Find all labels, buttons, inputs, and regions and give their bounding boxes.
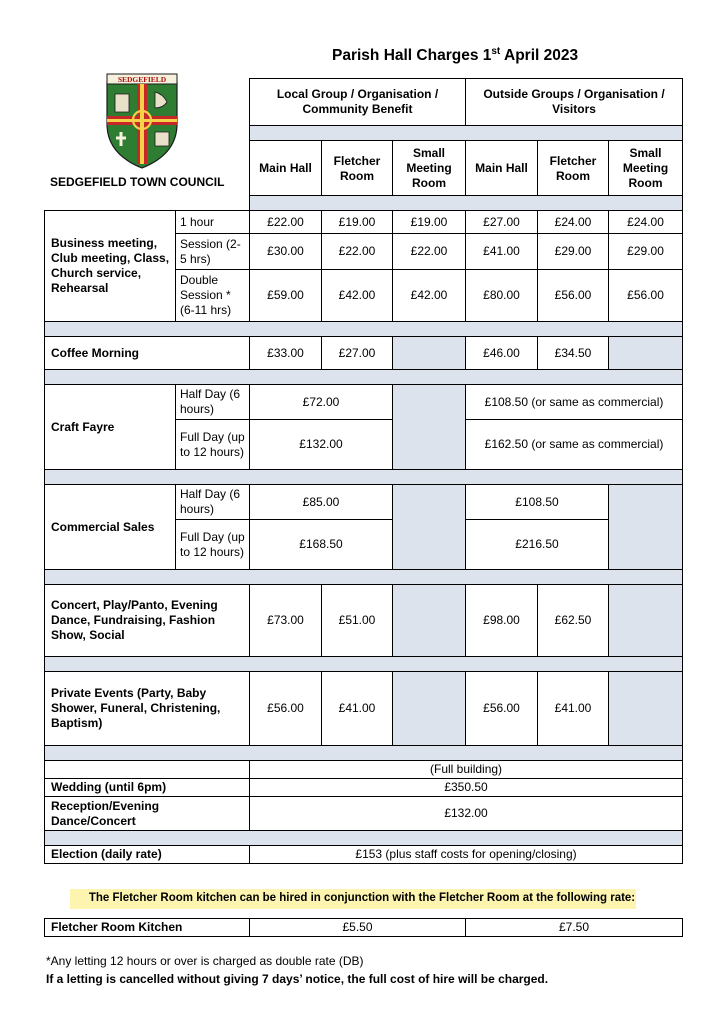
business-meeting-label: Business meeting, Club meeting, Class, Church service, Rehearsal [45,211,176,322]
price-cell: £98.00 [466,585,538,657]
price-cell: £5.50 [250,919,466,937]
price-cell: £22.00 [393,234,466,270]
price-cell: £29.00 [609,234,683,270]
private-events-label: Private Events (Party, Baby Shower, Funeral, Christening, Baptism) [45,672,250,746]
price-cell: £59.00 [250,270,322,322]
price-cell: £108.50 (or same as commercial) [466,385,683,420]
price-cell: £27.00 [322,337,393,370]
duration-label: Full Day (up to 12 hours) [176,420,250,470]
separator [45,322,683,337]
col-fletcher-room: Fletcher Room [538,141,609,197]
price-cell: £41.00 [466,234,538,270]
price-cell: £153 (plus staff costs for opening/closing) [250,846,683,864]
pricing-table [44,195,683,864]
price-cell: £56.00 [250,672,322,746]
price-cell: £41.00 [322,672,393,746]
concert-label: Concert, Play/Panto, Evening Dance, Fundraising, Fashion Show, Social [45,585,250,657]
duration-label: 1 hour [176,211,250,234]
price-cell: £56.00 [609,270,683,322]
double-rate-footnote: *Any letting 12 hours or over is charged as double rate (DB) [46,954,364,968]
price-cell: £34.50 [538,337,609,370]
price-cell: £22.00 [322,234,393,270]
separator [45,831,683,846]
wedding-label: Wedding (until 6pm) [45,779,250,797]
kitchen-table [44,918,683,937]
full-building-note: (Full building) [250,761,683,779]
price-cell: £56.00 [466,672,538,746]
col-main-hall: Main Hall [250,141,322,197]
outside-group-header: Outside Groups / Organisation / Visitors [466,79,683,126]
price-cell: £19.00 [322,211,393,234]
price-cell: £42.00 [393,270,466,322]
separator [45,570,683,585]
col-fletcher-room: Fletcher Room [322,141,393,197]
separator [45,470,683,485]
duration-label: Half Day (6 hours) [176,485,250,520]
price-cell: £24.00 [609,211,683,234]
price-cell: £41.00 [538,672,609,746]
col-main-hall: Main Hall [466,141,538,197]
price-cell: £51.00 [322,585,393,657]
election-label: Election (daily rate) [45,846,250,864]
not-available-cell [393,585,466,657]
not-available-cell [609,337,683,370]
not-available-cell [393,337,466,370]
col-small-meeting-room: Small Meeting Room [393,141,466,197]
kitchen-note: The Fletcher Room kitchen can be hired in conjunction with the Fletcher Room at the following rate: [88,892,636,904]
price-cell: £42.00 [322,270,393,322]
reception-label: Reception/Evening Dance/Concert [45,797,250,831]
price-cell: £7.50 [466,919,683,937]
council-name: SEDGEFIELD TOWN COUNCIL [50,175,225,189]
craft-fayre-label: Craft Fayre [45,385,176,470]
not-available-cell [393,672,466,746]
coffee-morning-label: Coffee Morning [45,337,250,370]
price-cell: £22.00 [250,211,322,234]
not-available-cell [609,585,683,657]
svg-text:SEDGEFIELD: SEDGEFIELD [117,75,167,84]
price-cell: £80.00 [466,270,538,322]
separator [250,126,683,141]
duration-label: Full Day (up to 12 hours) [176,520,250,570]
separator [250,196,683,211]
price-cell: £33.00 [250,337,322,370]
price-cell: £162.50 (or same as commercial) [466,420,683,470]
price-cell: £29.00 [538,234,609,270]
price-cell: £56.00 [538,270,609,322]
price-cell: £132.00 [250,420,393,470]
not-available-cell [609,485,683,570]
not-available-cell [393,385,466,470]
price-cell: £168.50 [250,520,393,570]
kitchen-label: Fletcher Room Kitchen [45,919,250,937]
price-cell: £85.00 [250,485,393,520]
price-cell: £19.00 [393,211,466,234]
council-crest-logo [103,72,181,170]
price-cell: £27.00 [466,211,538,234]
price-cell: £73.00 [250,585,322,657]
price-cell: £132.00 [250,797,683,831]
duration-label: Double Session * (6-11 hrs) [176,270,250,322]
separator [45,657,683,672]
price-cell: £350.50 [250,779,683,797]
price-cell: £216.50 [466,520,609,570]
page-title: Parish Hall Charges 1st April 2023 [332,46,579,65]
local-group-header: Local Group / Organisation / Community Benefit [250,79,466,126]
column-header-table [249,78,683,197]
price-cell: £72.00 [250,385,393,420]
separator [45,746,683,761]
separator [45,370,683,385]
price-cell: £46.00 [466,337,538,370]
price-cell: £108.50 [466,485,609,520]
not-available-cell [609,672,683,746]
duration-label: Session (2-5 hrs) [176,234,250,270]
duration-label: Half Day (6 hours) [176,385,250,420]
price-cell: £24.00 [538,211,609,234]
price-cell: £30.00 [250,234,322,270]
cancellation-footnote: If a letting is cancelled without giving 7 days’ notice, the full cost of hire will be charged. [46,972,549,986]
not-available-cell [393,485,466,570]
col-small-meeting-room: Small Meeting Room [609,141,683,197]
price-cell: £62.50 [538,585,609,657]
commercial-sales-label: Commercial Sales [45,485,176,570]
